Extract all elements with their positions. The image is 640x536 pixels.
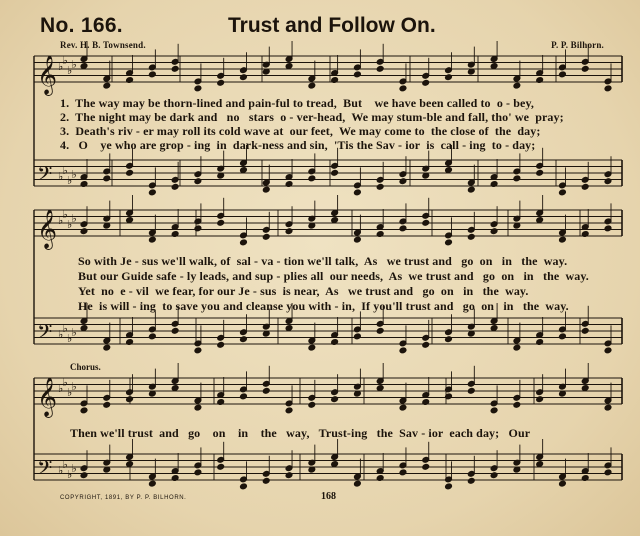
note-head [422,79,430,86]
note-head [262,387,270,394]
note-head [194,178,202,185]
flat-icon: ♭ [58,464,64,477]
verse-line-6: But our Guide safe - ly leads, and sup - plies all our needs, As we trust and go on in the way. [78,269,589,283]
note-head [604,178,612,185]
note-head [217,219,225,226]
flat-icon: ♭ [71,58,77,71]
note-head [103,401,111,408]
note-head [490,325,498,332]
flat-icon: ♭ [67,218,73,231]
note-head [467,387,475,394]
note-head [354,189,362,196]
note-head [604,347,612,354]
flat-icon: ♭ [62,164,68,177]
flat-icon: ♭ [58,214,64,227]
note-head [559,189,567,196]
flat-icon: ♭ [67,468,73,481]
note-head [308,175,316,182]
note-head [513,175,521,182]
flat-icon: ♭ [71,380,77,393]
note-head [376,65,384,72]
note-head [308,344,316,351]
note-head [422,341,430,348]
note-head [331,396,339,403]
note-head [559,71,567,78]
flat-icon: ♭ [62,322,68,335]
verse-line-5: So with Je - sus we'll walk, of sal - va - tion we'll talk, As we trust and go on in the way. [78,254,568,268]
note-head [354,333,362,340]
note-head [103,175,111,182]
note-head [422,463,430,470]
note-head [536,461,544,468]
bass-clef-icon: 𝄢 [37,162,53,190]
flat-icon: ♭ [71,212,77,225]
note-head [149,71,157,78]
note-head [262,477,270,484]
bass-clef-icon: 𝄢 [37,320,53,348]
note-head [103,344,111,351]
note-head [422,219,430,226]
flat-icon: ♭ [62,208,68,221]
note-head [581,385,589,392]
flat-icon: ♭ [71,326,77,339]
note-head [194,85,202,92]
flat-icon: ♭ [67,386,73,399]
note-head [376,327,384,334]
note-head [126,217,134,224]
note-head [467,186,475,193]
note-head [604,225,612,232]
note-head [240,74,248,81]
note-head [331,461,339,468]
flat-icon: ♭ [62,54,68,67]
note-head [399,178,407,185]
note-head [354,71,362,78]
note-head [490,472,498,479]
copyright-notice: COPYRIGHT, 1891, BY P. P. BILHORN. [60,495,187,501]
hymn-title: Trust and Follow On. [228,14,436,37]
composer-credit: P. P. Bilhorn. [551,40,604,50]
note-head [513,344,521,351]
note-head [171,183,179,190]
note-head [80,63,88,70]
verse-line-2: 2. The night may be dark and no stars o - ver-head, We may stum-ble and fall, tho' we pray; [60,110,564,124]
hymn-number: No. 166. [40,14,123,37]
flat-icon: ♭ [58,328,64,341]
treble-clef-icon: 𝄞 [37,377,58,417]
note-head [171,65,179,72]
note-head [536,217,544,224]
note-head [445,167,453,174]
flat-icon: ♭ [67,174,73,187]
note-head [171,327,179,334]
note-head [536,396,544,403]
flat-icon: ♭ [58,170,64,183]
note-head [262,233,270,240]
note-head [513,401,521,408]
note-head [308,82,316,89]
treble-clef-icon: 𝄞 [37,209,58,249]
note-head [604,469,612,476]
note-head [80,472,88,479]
note-head [285,63,293,70]
treble-clef-icon: 𝄞 [37,55,58,95]
note-head [285,472,293,479]
note-head [126,461,134,468]
note-head [194,347,202,354]
note-head [285,325,293,332]
note-head [513,82,521,89]
flat-icon: ♭ [67,332,73,345]
note-head [240,239,248,246]
flat-icon: ♭ [62,458,68,471]
verse-line-1: 1. The way may be thorn-lined and pain-ful to tread, But we have been called to o - bey, [60,96,534,110]
flat-icon: ♭ [71,462,77,475]
verse-line-4: 4. O ye who are grop - ing in dark-ness and sin, 'Tis the Sav - ior is call - ing to - day; [60,138,536,152]
note-head [103,82,111,89]
note-head [217,341,225,348]
note-head [331,169,339,176]
note-head [445,336,453,343]
note-head [445,239,453,246]
note-head [399,85,407,92]
note-head [581,327,589,334]
note-head [559,480,567,487]
note-head [262,186,270,193]
note-head [604,404,612,411]
page-number: 168 [321,491,336,502]
note-head [149,333,157,340]
note-head [490,407,498,414]
note-head [194,469,202,476]
verse-line-8: He is will - ing to save you and cleanse you with - in, If you'll trust and go on in the way. [78,299,569,313]
flat-icon: ♭ [71,168,77,181]
note-head [240,336,248,343]
note-head [331,217,339,224]
note-head [126,169,134,176]
note-head [467,477,475,484]
note-head [217,79,225,86]
flat-icon: ♭ [67,64,73,77]
note-head [581,65,589,72]
note-head [149,236,157,243]
flat-icon: ♭ [62,376,68,389]
note-head [559,236,567,243]
note-head [285,407,293,414]
note-head [399,404,407,411]
note-head [149,189,157,196]
note-head [376,183,384,190]
bass-clef-icon: 𝄢 [37,456,53,484]
note-head [445,483,453,490]
note-head [490,228,498,235]
note-head [399,225,407,232]
chorus-lyric: Then we'll trust and go on in the way, Trust-ing the Sav - ior each day; Our [70,426,531,440]
note-head [240,393,248,400]
note-head [354,236,362,243]
note-head [559,333,567,340]
note-head [308,401,316,408]
note-head [399,469,407,476]
note-head [240,483,248,490]
note-head [194,225,202,232]
note-head [126,396,134,403]
note-head [354,480,362,487]
note-head [285,228,293,235]
flat-icon: ♭ [58,60,64,73]
note-head [80,407,88,414]
note-head [171,385,179,392]
author-credit: Rev. H. B. Townsend. [60,40,146,50]
note-head [445,74,453,81]
note-head [194,404,202,411]
note-head [536,169,544,176]
note-head [490,63,498,70]
verse-line-7: Yet no e - vil we fear, for our Je - sus is near, As we trust and go on in the way. [78,284,529,298]
note-head [80,325,88,332]
note-head [240,167,248,174]
note-head [604,85,612,92]
flat-icon: ♭ [58,382,64,395]
chorus-label: Chorus. [70,362,101,372]
note-head [149,480,157,487]
note-head [467,233,475,240]
note-head [376,385,384,392]
note-head [217,463,225,470]
note-head [581,183,589,190]
note-head [80,228,88,235]
verse-line-3: 3. Death's riv - er may roll its cold wave at our feet, We may come to the close of the day; [60,124,541,138]
note-head [399,347,407,354]
